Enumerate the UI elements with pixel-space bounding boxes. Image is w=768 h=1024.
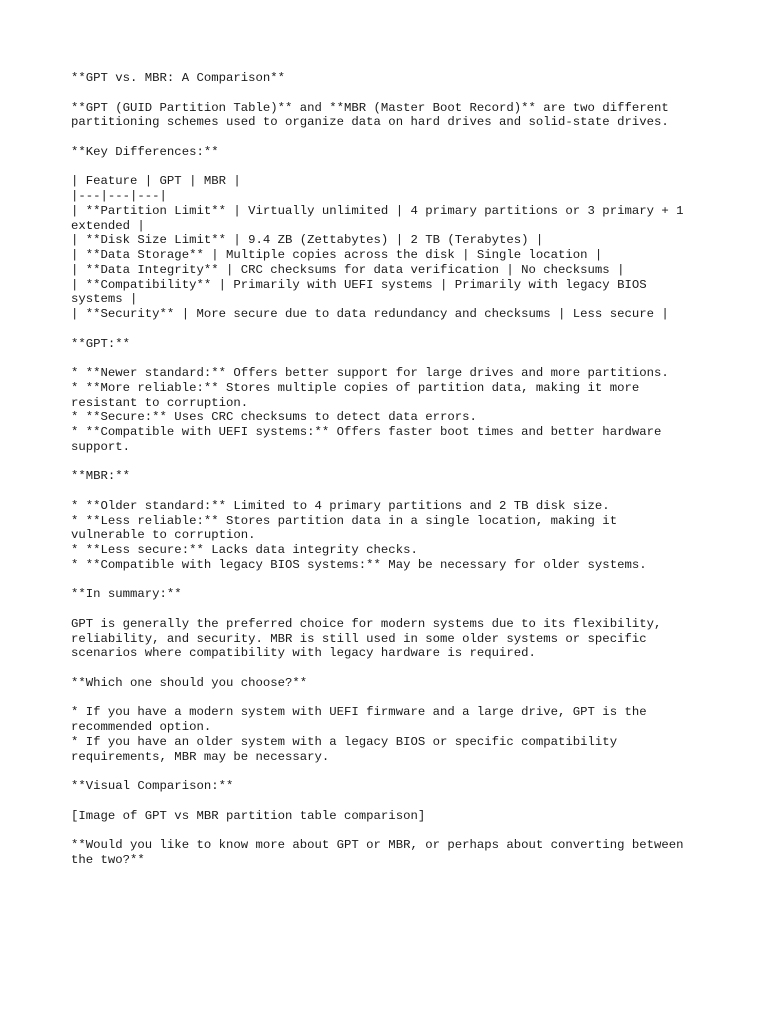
list-item: * **Compatible with UEFI systems:** Offers faster boot times and better hardware	[71, 425, 662, 439]
table-line: | **Data Integrity** | CRC checksums for data verification | No checksums |	[71, 262, 625, 277]
list-item: * If you have an older system with a legacy BIOS or specific compatibility	[71, 734, 618, 749]
table-line: extended |	[71, 218, 145, 233]
closing-line: **Would you like to know more about GPT or MBR, or perhaps about converting between	[71, 838, 684, 852]
summary-line: scenarios where compatibility with legacy hardware is required.	[71, 646, 536, 661]
intro-line: **GPT (GUID Partition Table)** and **MBR (Master Boot Record)** are two different	[71, 100, 669, 115]
table-line: | **Data Storage** | Multiple copies across the disk | Single location |	[71, 248, 603, 262]
gpt-heading: **GPT:**	[71, 336, 131, 351]
spacer	[71, 455, 711, 470]
gpt-list	[71, 366, 711, 455]
comparison-table	[71, 174, 711, 322]
table-line: | **Partition Limit** | Virtually unlimited | 4 primary partitions or 3 primary + 1	[71, 203, 684, 218]
mbr-list	[71, 499, 711, 573]
list-item: * **Compatible with legacy BIOS systems:** May be necessary for older systems.	[71, 557, 647, 572]
spacer	[71, 602, 711, 617]
list-item: * **Newer standard:** Offers better support for large drives and more partitions.	[71, 366, 669, 380]
spacer	[71, 691, 711, 706]
spacer	[71, 573, 711, 588]
intro-line: partitioning schemes used to organize data on hard drives and solid-state drives.	[71, 115, 669, 130]
visual-heading: **Visual Comparison:**	[71, 779, 234, 793]
spacer	[71, 351, 711, 366]
list-item: * **Older standard:** Limited to 4 primary partitions and 2 TB disk size.	[71, 498, 610, 513]
list-item: * **Secure:** Uses CRC checksums to detect data errors.	[71, 410, 477, 425]
list-item: requirements, MBR may be necessary.	[71, 749, 330, 764]
table-line: |---|---|---|	[71, 189, 167, 203]
image-placeholder: [Image of GPT vs MBR partition table comparison]	[71, 808, 426, 823]
table-line: | **Disk Size Limit** | 9.4 ZB (Zettabytes) | 2 TB (Terabytes) |	[71, 233, 544, 248]
list-item: resistant to corruption.	[71, 395, 249, 410]
choose-list	[71, 705, 711, 764]
summary-line: GPT is generally the preferred choice for modern systems due to its flexibility,	[71, 616, 662, 631]
list-item: * **Less reliable:** Stores partition data in a single location, making it	[71, 513, 618, 528]
spacer	[71, 130, 711, 145]
list-item: recommended option.	[71, 720, 212, 734]
list-item: support.	[71, 439, 131, 454]
table-line: | Feature | GPT | MBR |	[71, 174, 241, 189]
table-line: | **Security** | More secure due to data redundancy and checksums | Less secure |	[71, 307, 669, 321]
closing-paragraph	[71, 838, 711, 868]
spacer	[71, 322, 711, 337]
list-item: * **Less secure:** Lacks data integrity checks.	[71, 543, 418, 557]
spacer	[71, 484, 711, 499]
summary-line: reliability, and security. MBR is still used in some older systems or specific	[71, 631, 647, 646]
spacer	[71, 160, 711, 175]
choose-heading: **Which one should you choose?**	[71, 675, 308, 690]
list-item: * If you have a modern system with UEFI firmware and a large drive, GPT is the	[71, 705, 647, 720]
key-differences-heading: **Key Differences:**	[71, 144, 219, 159]
spacer	[71, 661, 711, 676]
list-item: vulnerable to corruption.	[71, 528, 256, 543]
summary-paragraph	[71, 617, 711, 661]
table-line: | **Compatibility** | Primarily with UEFI systems | Primarily with legacy BIOS	[71, 277, 647, 292]
list-item: * **More reliable:** Stores multiple copies of partition data, making it more	[71, 380, 640, 395]
mbr-heading: **MBR:**	[71, 469, 131, 484]
spacer	[71, 86, 711, 101]
spacer	[71, 823, 711, 838]
summary-heading: **In summary:**	[71, 587, 182, 602]
closing-line: the two?**	[71, 852, 145, 867]
document-title: **GPT vs. MBR: A Comparison**	[71, 71, 286, 85]
spacer	[71, 764, 711, 779]
table-line: systems |	[71, 292, 138, 307]
document-page	[71, 71, 711, 868]
spacer	[71, 794, 711, 809]
intro-paragraph	[71, 101, 711, 131]
